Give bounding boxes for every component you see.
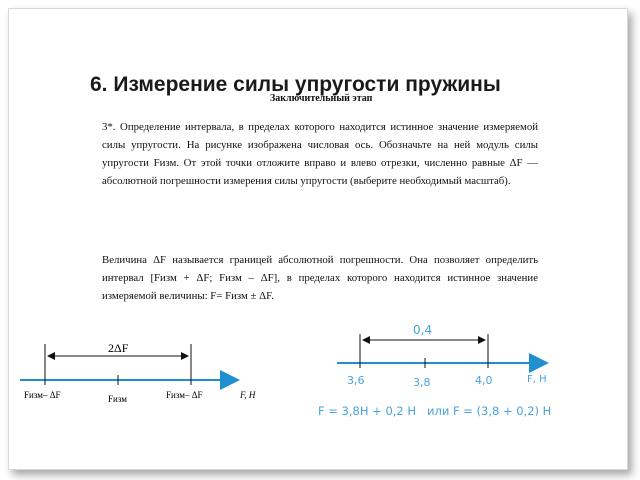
slide-title: 6. Измерение силы упругости пружины (90, 73, 501, 96)
left-label-right: Fизм– ΔF (166, 390, 203, 400)
left-number-line (20, 330, 270, 420)
left-interval-label: 2ΔF (108, 341, 129, 355)
right-label-center: 3,8 (413, 376, 431, 389)
left-label-left: Fизм– ΔF (24, 390, 61, 400)
slide-subtitle: Заключительный этап (270, 93, 373, 104)
left-label-center: Fизм (108, 394, 127, 404)
right-axis-label: F, Н (527, 374, 547, 385)
task-paragraph: 3*. Определение интервала, в пределах которого находится истинное значение измеряемой силы упругости. На рисунке изображена числовая ось. Обозначьте на ней модуль силы упругости Fизм. От этой точки отложите вправо и влево отрезки, численно равные ΔF — абсолютной погрешности измерения силы упругости (выберите необходимый масштаб). (102, 121, 538, 187)
right-interval-label: 0,4 (413, 323, 433, 337)
right-label-right: 4,0 (475, 374, 493, 387)
explanation-paragraph: Величина ΔF называется границей абсолютной погрешности. Она позволяет определить интервал [Fизм + ΔF; Fизм – ΔF], в пределах которого находится истинное значение измеряемой величины: F= Fизм ± ΔF. (102, 254, 538, 302)
right-number-line (335, 318, 585, 398)
right-label-left: 3,6 (347, 374, 365, 387)
result-formula: F = 3,8Н + 0,2 Н или F = (3,8 + 0,2) Н (318, 404, 552, 418)
left-axis-label: F, Н (240, 390, 256, 400)
